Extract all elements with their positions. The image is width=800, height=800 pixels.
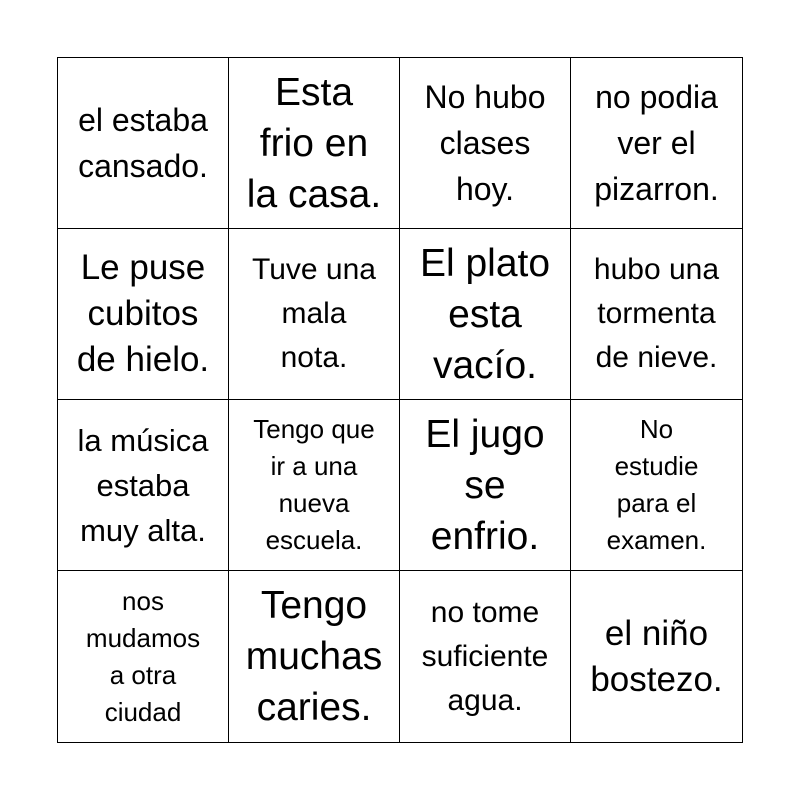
cell-text: Tengo que ir a una nueva escuela. [253, 414, 375, 555]
bingo-cell[interactable] [571, 58, 742, 229]
bingo-cell[interactable] [571, 400, 742, 571]
cell-text: nos mudamos a otra ciudad [85, 585, 201, 727]
cell-text: Esta frio en la casa. [246, 70, 382, 216]
bingo-board [57, 57, 743, 743]
bingo-cell[interactable] [58, 229, 229, 400]
bingo-cell[interactable] [400, 571, 571, 742]
cell-text: No hubo clases hoy. [424, 79, 546, 207]
cell-text: Tuve una mala nota. [252, 253, 376, 374]
cell-text: no tome suficiente agua. [421, 595, 549, 717]
bingo-cell[interactable] [400, 58, 571, 229]
bingo-cell[interactable] [571, 571, 742, 742]
cell-text: la música estaba muy alta. [77, 422, 209, 548]
cell-text: Tengo muchas caries. [245, 584, 383, 729]
cell-text: El plato esta vacío. [419, 241, 551, 387]
bingo-cell[interactable] [229, 58, 400, 229]
bingo-cell[interactable] [400, 229, 571, 400]
bingo-cell[interactable] [58, 571, 229, 742]
cell-text: No estudie para el examen. [606, 414, 707, 555]
bingo-cell[interactable] [229, 400, 400, 571]
bingo-cell[interactable] [229, 229, 400, 400]
cell-text: el niño bostezo. [590, 613, 723, 699]
cell-text: el estaba cansado. [78, 102, 208, 184]
bingo-cell[interactable] [229, 571, 400, 742]
bingo-cell[interactable] [58, 400, 229, 571]
bingo-cell[interactable] [58, 58, 229, 229]
cell-text: Le puse cubitos de hielo. [76, 248, 210, 379]
cell-text: El jugo se enfrio. [425, 412, 545, 558]
bingo-cell[interactable] [571, 229, 742, 400]
cell-text: no podia ver el pizarron. [594, 79, 719, 207]
cell-text: hubo una tormenta de nieve. [593, 253, 720, 374]
bingo-cell[interactable] [400, 400, 571, 571]
